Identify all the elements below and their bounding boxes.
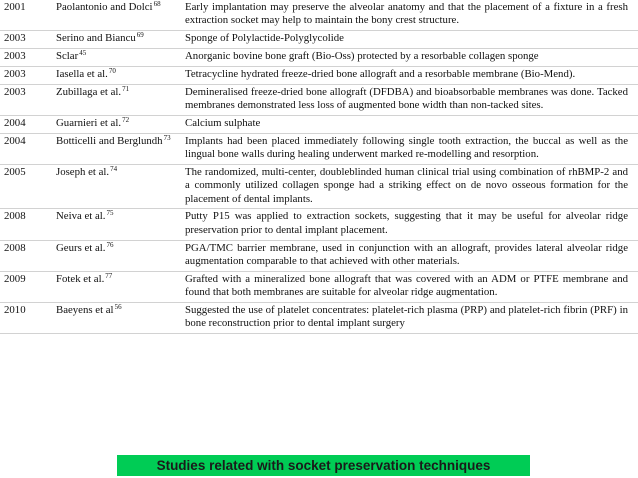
study-year-text: 2009 — [4, 272, 26, 285]
study-author — [54, 209, 185, 240]
study-year — [0, 115, 54, 133]
study-year-text: 2005 — [4, 165, 26, 178]
study-author — [54, 66, 185, 84]
study-description-text: Anorganic bovine bone graft (Bio-Oss) protected by a resorbable collagen sponge — [185, 50, 539, 62]
study-description — [185, 164, 638, 209]
study-description — [185, 66, 638, 84]
study-year-text: 2010 — [4, 304, 26, 317]
study-description-text: PGA/TMC barrier membrane, used in conjunction with an allograft, provides lateral alveolar ridge augmentation comparable to that achieved with other materials. — [185, 241, 628, 268]
study-author-text: Zubillaga et al. — [56, 85, 122, 98]
table-row — [0, 133, 638, 164]
study-description-text: Grafted with a mineralized bone allograft that was covered with an ADM or PTFE membrane and found that both membranes are suitable for alveolar ridge augmentation. — [185, 272, 628, 299]
study-description — [185, 31, 638, 49]
study-author — [54, 49, 185, 67]
study-description-text: Early implantation may preserve the alveolar anatomy and that the placement of a fixture in a fresh extraction socket may help to maintain the bony crest structure. — [185, 1, 628, 27]
study-author — [54, 31, 185, 49]
study-author-text: Fotek et al. — [56, 272, 105, 285]
study-year-text: 2004 — [4, 134, 26, 147]
study-description-text: Tetracycline hydrated freeze-dried bone allograft and a resorbable membrane (Bio-Mend). — [185, 67, 576, 80]
study-year-text: 2003 — [4, 50, 26, 62]
study-year-text: 2008 — [4, 241, 26, 254]
table-row — [0, 115, 638, 133]
study-description — [185, 271, 638, 302]
table-row — [0, 164, 638, 209]
table-row — [0, 49, 638, 67]
study-author — [54, 303, 185, 334]
study-author-text: Serino and Biancu — [56, 32, 136, 45]
study-year — [0, 209, 54, 240]
study-author — [54, 0, 185, 31]
study-description — [185, 0, 638, 31]
study-description-text: Demineralised freeze-dried bone allograft (DFDBA) and bioabsorbable membranes was done. Tacked membranes demonstrated less loss of augmented bone width than non-tacked sites. — [185, 85, 628, 111]
study-author-text: Guarnieri et al. — [56, 116, 122, 129]
study-year-text: 2004 — [4, 116, 26, 129]
study-description — [185, 84, 638, 115]
reference-number: 69 — [136, 31, 144, 40]
study-author-text: Neiva et al. — [56, 210, 106, 223]
study-year — [0, 31, 54, 49]
table-row — [0, 84, 638, 115]
table-row — [0, 0, 638, 31]
study-year — [0, 66, 54, 84]
study-author-text: Baeyens et al — [56, 304, 114, 317]
study-author-text: Paolantonio and Dolci — [56, 1, 153, 13]
study-author — [54, 115, 185, 133]
reference-number: 72 — [122, 115, 130, 124]
study-author — [54, 84, 185, 115]
study-description-text: Calcium sulphate — [185, 116, 261, 129]
study-description — [185, 115, 638, 133]
study-year — [0, 303, 54, 334]
reference-number: 56 — [114, 303, 122, 312]
study-year-text: 2003 — [4, 32, 26, 45]
study-author-text: Botticelli and Berglundh — [56, 134, 163, 147]
study-author — [54, 133, 185, 164]
study-author-text: Iasella et al. — [56, 67, 108, 80]
study-author-text: Sclar — [56, 50, 79, 62]
study-year-text: 2003 — [4, 85, 26, 98]
study-author-text: Joseph et al. — [56, 165, 110, 178]
study-description-text: Sponge of Polylactide-Polyglycolide — [185, 32, 344, 45]
study-author — [54, 271, 185, 302]
study-author-text: Geurs et al. — [56, 241, 106, 254]
study-year — [0, 271, 54, 302]
table-row — [0, 66, 638, 84]
reference-number: 75 — [106, 209, 114, 218]
reference-number: 74 — [110, 164, 118, 173]
study-description-text: Putty P15 was applied to extraction sockets, suggesting that it may be useful for alveolar ridge preservation prior to dental implant placement. — [185, 210, 628, 236]
reference-number: 77 — [105, 271, 113, 280]
reference-number: 71 — [122, 84, 130, 93]
table-row — [0, 209, 638, 240]
reference-number: 68 — [153, 0, 161, 8]
study-year-text: 2003 — [4, 67, 26, 80]
study-description — [185, 240, 638, 271]
study-year — [0, 240, 54, 271]
reference-number: 73 — [163, 133, 171, 142]
study-year — [0, 49, 54, 67]
table-row — [0, 303, 638, 334]
study-year-text: 2008 — [4, 210, 26, 223]
study-description — [185, 49, 638, 67]
study-year — [0, 84, 54, 115]
study-year — [0, 164, 54, 209]
study-author — [54, 240, 185, 271]
study-description-text: The randomized, multi-center, doubleblinded human clinical trial using combination of rhBMP-2 and a commonly utilized collagen sponge had a striking effect on de novo osseous formation for the placement of dental implants. — [185, 165, 628, 205]
study-year — [0, 133, 54, 164]
table-row — [0, 271, 638, 302]
table-row — [0, 31, 638, 49]
study-author — [54, 164, 185, 209]
study-description-text: Implants had been placed immediately following single tooth extraction, the buccal as well as the lingual bone walls during healing underwent marked re-modelling and resorption. — [185, 134, 628, 160]
reference-number: 76 — [106, 240, 114, 249]
study-year — [0, 0, 54, 31]
study-description — [185, 209, 638, 240]
study-description — [185, 133, 638, 164]
slide-caption: Studies related with socket preservation techniques — [117, 455, 530, 476]
study-year-text: 2001 — [4, 1, 26, 13]
study-description-text: Suggested the use of platelet concentrates: platelet-rich plasma (PRP) and platelet-rich fibrin (PRF) in bone reconstruction prior to dental implant surgery — [185, 304, 628, 330]
reference-number: 45 — [79, 49, 87, 57]
study-description — [185, 303, 638, 334]
reference-number: 70 — [108, 66, 116, 75]
table-row — [0, 240, 638, 271]
